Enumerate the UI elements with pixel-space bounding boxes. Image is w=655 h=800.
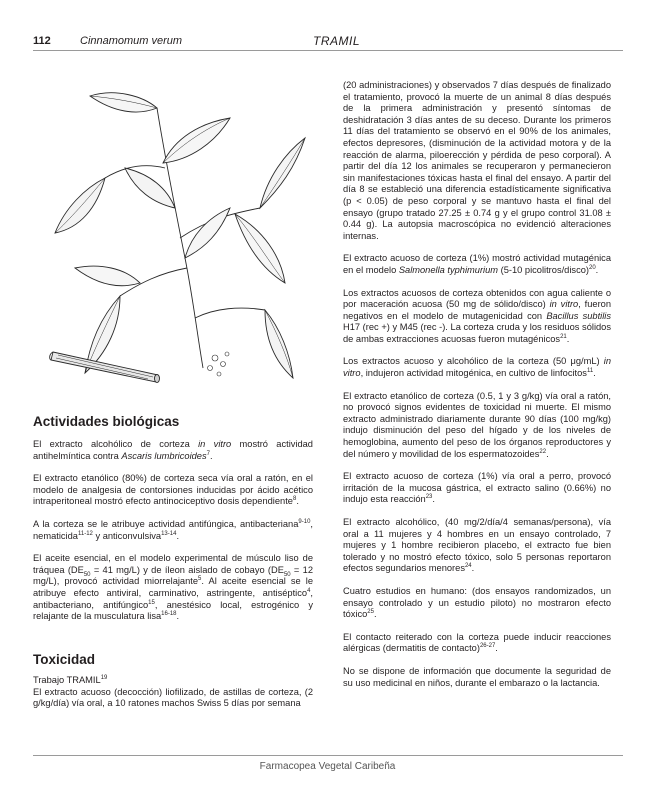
footer-title: Farmacopea Vegetal Caribeña bbox=[259, 761, 396, 772]
header-rule bbox=[33, 50, 623, 51]
essential-oil-paragraph: El aceite esencial, en el modelo experimental de músculo liso de tráquea ($DE_{50} = 41$ mg/L) y de íleon aislado de cobayo ($DE_{50} = 12$ mg/L), provocó actividad miorrelajante$^5$. Al aceite esencial se le atribuye efecto antiviral, carminativo, astringente, antiséptico$^4$, antibacteriano, antifúngico$^{15}$, anestésico local, estrogénico y relajante de la musculatura lisa$^{16-18}$. bbox=[33, 553, 313, 622]
running-head-species: Cinnamomum verum bbox=[80, 35, 183, 47]
footer-rule bbox=[33, 755, 623, 756]
human-trial-paragraph: El extracto alcohólico, (40 mg/2/día/4 semanas/persona), vía oral a 11 mujeres y 4 hombres en un ensayo controlado, 7 mujeres y 1 hombre recibieron placebo, el extracto fue bien tolerado y no mostró efecto tóxico, solo 5 personas reportaron efectos segundarios menores$^{24}$. bbox=[343, 517, 611, 574]
toxicity-paragraph-continued: (20 administraciones) y observados 7 días después de finalizado el tratamiento, provocó la muerte de un animal 8 días después de la primera administración y presentó síntomas de deshidratación 3 días antes de su deceso. Durante los primeros 11 días del tratamiento se observó en el 90% de los animales, efectos depresores, (disminución de la actividad motora y de la reacción de alarma, piloerección y pérdida de peso corporal). A partir del día 12 los animales se recuperaron y permanecieron sin manifestaciones tóxicas hasta el final del ensayo. A partir del día 8 se estableció una diferencia estadísticamente significativa (p < 0.05) de peso corporal y se mantuvo hasta el final del ensayo (grupo tratado 27.25 ± 0.74 g y el grupo control 31.08 ± 0.44 g). La autopsia macroscópica no evidenció alteraciones internas. bbox=[343, 80, 611, 241]
actividades-section bbox=[33, 439, 313, 634]
anthelmintic-paragraph: El extracto alcohólico de corteza in vitro mostró actividad antihelmíntica contra Ascaris lumbricoides$^7$. bbox=[33, 439, 313, 461]
page-number: 112 bbox=[33, 35, 51, 47]
allergy-paragraph: El contacto reiterado con la corteza puede inducir reacciones alérgicas (dermatitis de contacto)$^{26-27}$. bbox=[343, 631, 611, 654]
analgesia-paragraph: El extracto etanólico (80%) de corteza seca vía oral a ratón, en el modelo de analgesia de contorsiones inducidas por ácido acético intraperitoneal mostró efecto antinociceptivo dosis dependiente$^8$. bbox=[33, 473, 313, 507]
mitogenic-paragraph: Los extractos acuoso y alcohólico de la corteza (50 μg/mL) in vitro, indujeron actividad mitogénica, en cultivo de linfocitos$^{11}$. bbox=[343, 356, 611, 379]
heading-toxicidad: Toxicidad bbox=[33, 652, 96, 667]
right-column bbox=[343, 80, 611, 700]
aqueous-extract-paragraph: El extracto acuoso (decocción) liofilizado, de astillas de corteza, (2 g/kg/día) vía oral, a 10 ratones machos Swiss 5 días por semana bbox=[33, 686, 313, 709]
ethanolic-extract-paragraph: El extracto etanólico de corteza (0.5, 1 y 3 g/kg) vía oral a ratón, no provocó signos evidentes de toxicidad ni muerte. El mismo extracto administrado diariamente durante 90 días (100 mg/kg) indujo disminución del peso del hígado y de los niveles de hemoglobina, aumento del peso de los órganos reproductores y del número y movilidad de los espermatozoides$^{22}$. bbox=[343, 390, 611, 459]
human-studies-paragraph: Cuatro estudios en humano: (dos ensayos randomizados, un ensayo controlado y un estudio piloto) no mostraron efecto tóxico$^{25}$. bbox=[343, 585, 611, 620]
mutagenic-salmonella-paragraph: El extracto acuoso de corteza (1%) mostró actividad mutagénica en el modelo Salmonella typhimurium (5-10 picolitros/disco)$^{20}$. bbox=[343, 253, 611, 275]
dog-study-paragraph: El extracto acuoso de corteza (1%) vía oral a perro, provocó irritación de la mucosa gástrica, el extracto salino (0.66%) no indujo esta reacción$^{23}$. bbox=[343, 471, 611, 505]
safety-paragraph: No se dispone de información que documente la seguridad de su uso medicinal en niños, durante el embarazo o la lactancia. bbox=[343, 665, 611, 688]
antifungal-paragraph: A la corteza se le atribuye actividad antifúngica, antibacteriana$^{9-10}$, nematicida$^{11-12}$ y anticonvulsiva$^{13-14}$. bbox=[33, 518, 313, 541]
bacillus-paragraph: Los extractos acuosos de corteza obtenidos con agua caliente o por maceración acuosa (50 mg de sólido/disco) in vitro, fueron negativos en el modelo de mutagenicidad con Bacillus subtilis H17 (rec +) y M45 (rec -). La corteza cruda y los residuos sólidos de ambas extracciones acuosas fueron mutagénicos$^{21}$. bbox=[343, 287, 612, 344]
bark-quills-illustration bbox=[48, 340, 168, 390]
toxicidad-section bbox=[33, 675, 313, 721]
tramil-work-label: Trabajo TRAMIL$^{19}$ bbox=[33, 674, 108, 685]
leaves bbox=[55, 93, 305, 378]
heading-actividades: Actividades biológicas bbox=[33, 414, 180, 429]
flower-cluster bbox=[208, 352, 230, 376]
running-head-book: TRAMIL bbox=[313, 34, 361, 48]
